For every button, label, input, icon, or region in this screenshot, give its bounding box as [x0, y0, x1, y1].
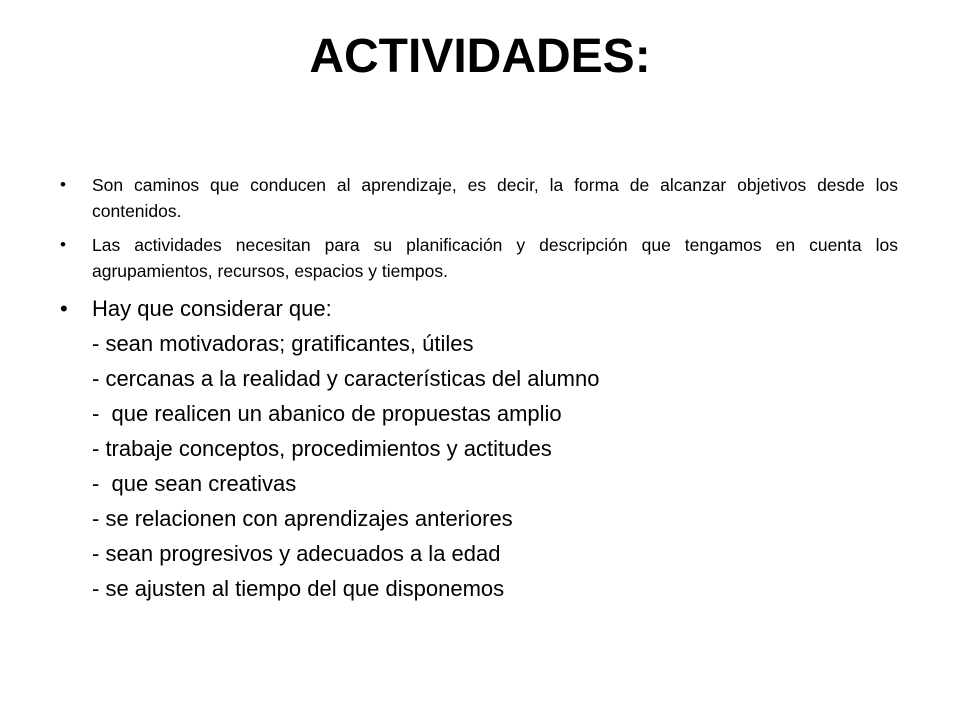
bullet-item-planning: [58, 232, 898, 284]
consideration-item: - se ajusten al tiempo del que disponemos: [92, 576, 505, 601]
consideration-item: - sean motivadoras; gratificantes, útiles: [92, 331, 474, 356]
bullet-text: Las actividades necesitan para su planificación y descripción que tengamos en cuenta los agrupamientos, recursos, espacios y tiempos.: [92, 235, 898, 281]
slide-title: ACTIVIDADES:: [309, 30, 651, 83]
bullet-item-definition: [58, 172, 898, 224]
bullet-list: [58, 172, 898, 606]
consideration-item: - cercanas a la realidad y características del alumno: [92, 366, 600, 391]
consideration-item: - que sean creativas: [92, 471, 297, 496]
considerations-list: [92, 326, 898, 606]
consideration-item: - sean progresivos y adecuados a la edad: [92, 541, 501, 566]
bullet-icon: •: [60, 296, 68, 321]
consideration-item: - que realicen un abanico de propuestas amplio: [92, 401, 562, 426]
bullet-icon: •: [60, 235, 66, 254]
consideration-item: - trabaje conceptos, procedimientos y actitudes: [92, 436, 552, 461]
consideration-item: - se relacionen con aprendizajes anteriores: [92, 506, 513, 531]
bullet-item-considerations: [58, 291, 898, 606]
bullet-icon: •: [60, 175, 66, 194]
bullet-text: Hay que considerar que:: [92, 296, 332, 321]
bullet-text: Son caminos que conducen al aprendizaje, es decir, la forma de alcanzar objetivos desde los contenidos.: [92, 175, 898, 221]
